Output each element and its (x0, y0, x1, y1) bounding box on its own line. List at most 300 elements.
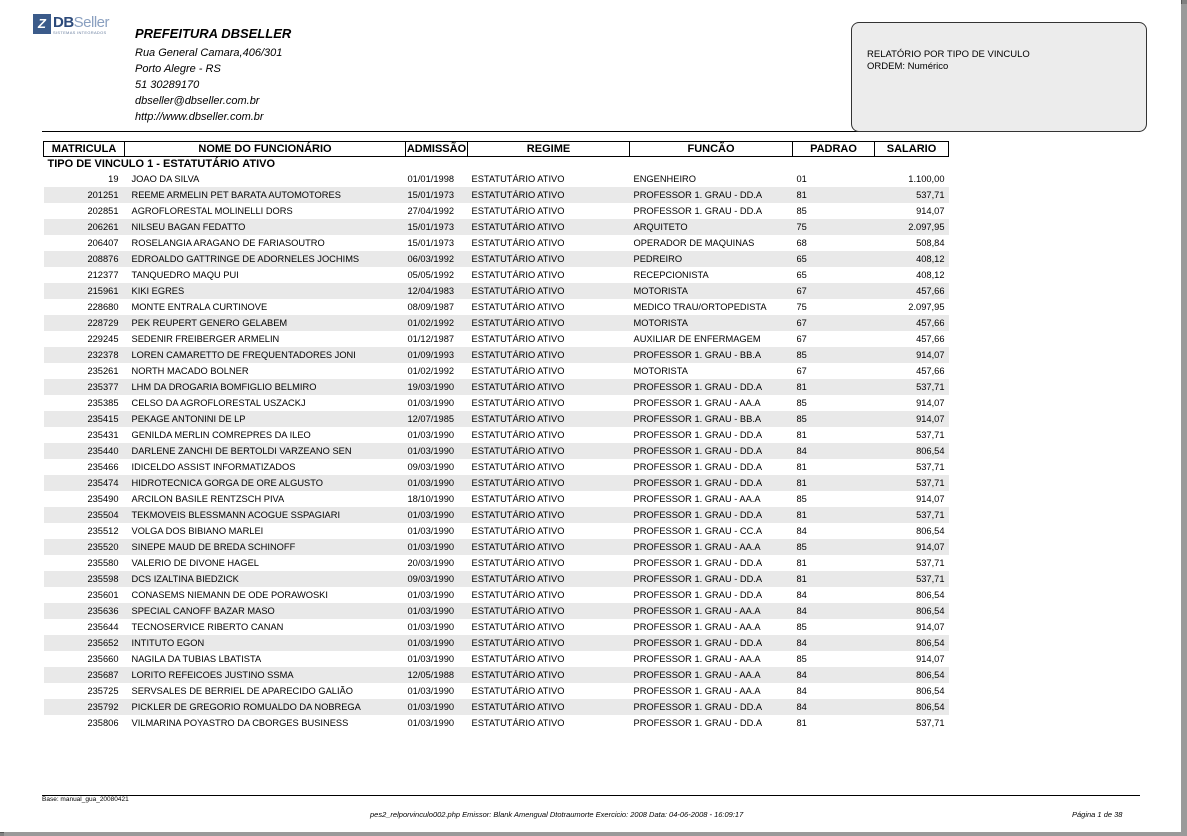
cell-funcao: PROFESSOR 1. GRAU - DD.A (633, 430, 763, 440)
cell-funcao: AUXILIAR DE ENFERMAGEM (633, 334, 761, 344)
cell-salario: 537,71 (875, 571, 949, 587)
cell-padrao: 85 (796, 654, 807, 664)
cell-matricula: 206407 (87, 238, 119, 248)
cell-padrao: 81 (793, 379, 875, 395)
cell-admissao: 01/02/1992 (406, 315, 468, 331)
cell-regime: ESTATUTÁRIO ATIVO (468, 315, 630, 331)
cell-matricula: 212377 (87, 270, 119, 280)
cell-regime: ESTATUTÁRIO ATIVO (471, 366, 565, 376)
cell-funcao: PROFESSOR 1. GRAU - DD.A (630, 699, 793, 715)
cell-padrao: 85 (796, 398, 807, 408)
cell-regime: ESTATUTÁRIO ATIVO (471, 686, 565, 696)
cell-nome: MONTE ENTRALA CURTINOVE (131, 302, 268, 312)
cell-salario: 1.100,00 (908, 174, 945, 184)
cell-regime: ESTATUTÁRIO ATIVO (468, 603, 630, 619)
cell-funcao: PROFESSOR 1. GRAU - DD.A (630, 475, 793, 491)
cell-admissao: 01/03/1990 (406, 635, 468, 651)
cell-regime: ESTATUTÁRIO ATIVO (468, 283, 630, 299)
cell-funcao: PROFESSOR 1. GRAU - DD.A (633, 462, 763, 472)
cell-salario: 457,66 (875, 283, 949, 299)
cell-admissao: 27/04/1992 (407, 206, 455, 216)
institution-website: http://www.dbseller.com.br (135, 111, 264, 123)
cell-matricula: 235580 (87, 558, 119, 568)
cell-funcao: OPERADOR DE MAQUINAS (633, 238, 755, 248)
cell-nome: TECNOSERVICE RIBERTO CANAN (131, 622, 284, 632)
cell-salario: 914,07 (916, 654, 945, 664)
cell-matricula: 235512 (87, 526, 119, 536)
cell-funcao: PROFESSOR 1. GRAU - BB.A (630, 347, 793, 363)
table-row (44, 635, 949, 651)
cell-funcao: PROFESSOR 1. GRAU - DD.A (633, 206, 763, 216)
table-row (44, 555, 949, 571)
cell-admissao: 01/09/1993 (406, 347, 468, 363)
cell-regime: ESTATUTÁRIO ATIVO (468, 539, 630, 555)
col-admissao: ADMISSÃO (406, 143, 467, 155)
cell-funcao: PEDREIRO (630, 251, 793, 267)
cell-regime: ESTATUTÁRIO ATIVO (468, 571, 630, 587)
cell-padrao: 84 (793, 443, 875, 459)
cell-salario: 914,07 (916, 206, 945, 216)
cell-regime: ESTATUTÁRIO ATIVO (471, 398, 565, 408)
cell-salario: 508,84 (916, 238, 945, 248)
cell-regime: ESTATUTÁRIO ATIVO (468, 667, 630, 683)
cell-funcao: PROFESSOR 1. GRAU - DD.A (630, 507, 793, 523)
cell-regime: ESTATUTÁRIO ATIVO (468, 443, 630, 459)
cell-regime: ESTATUTÁRIO ATIVO (468, 219, 630, 235)
cell-matricula: 235474 (44, 475, 125, 491)
table-row (44, 651, 949, 667)
cell-funcao: PROFESSOR 1. GRAU - AA.A (633, 398, 761, 408)
cell-salario: 537,71 (916, 430, 945, 440)
report-info-box (851, 22, 1147, 132)
cell-padrao: 67 (796, 334, 807, 344)
page-shadow-right (1181, 4, 1187, 836)
cell-padrao: 81 (796, 462, 807, 472)
cell-funcao: MOTORISTA (630, 315, 793, 331)
cell-admissao: 12/07/1985 (406, 411, 468, 427)
cell-regime: ESTATUTÁRIO ATIVO (468, 187, 630, 203)
cell-salario: 457,66 (875, 315, 949, 331)
col-funcao: FUNCÃO (630, 142, 793, 157)
cell-funcao: PROFESSOR 1. GRAU - AA.A (633, 686, 761, 696)
footer-base: Base: manual_gua_20080421 (42, 796, 129, 803)
cell-regime: ESTATUTÁRIO ATIVO (471, 206, 565, 216)
cell-nome: LHM DA DROGARIA BOMFIGLIO BELMIRO (125, 379, 406, 395)
cell-matricula: 235504 (44, 507, 125, 523)
cell-funcao: ARQUITETO (630, 219, 793, 235)
cell-salario: 537,71 (875, 379, 949, 395)
table-row (44, 203, 949, 219)
table-row (44, 667, 949, 683)
col-padrao: PADRAO (793, 142, 875, 157)
group-title-row (44, 157, 949, 172)
logo-mark-icon: Z (33, 14, 51, 34)
cell-padrao: 84 (793, 667, 875, 683)
cell-matricula: 228680 (87, 302, 119, 312)
cell-regime: ESTATUTÁRIO ATIVO (468, 251, 630, 267)
cell-salario: 457,66 (916, 366, 945, 376)
cell-padrao: 81 (793, 507, 875, 523)
cell-matricula: 235261 (87, 366, 119, 376)
cell-regime: ESTATUTÁRIO ATIVO (468, 411, 630, 427)
cell-admissao: 01/12/1987 (407, 334, 455, 344)
cell-padrao: 81 (796, 430, 807, 440)
cell-funcao: ENGENHEIRO (633, 174, 697, 184)
cell-matricula: 202851 (87, 206, 119, 216)
cell-matricula: 235377 (44, 379, 125, 395)
cell-funcao: RECEPCIONISTA (633, 270, 709, 280)
cell-nome: SERVSALES DE BERRIEL DE APARECIDO GALIÃO (131, 686, 353, 696)
cell-padrao: 85 (796, 622, 807, 632)
cell-matricula: 208876 (44, 251, 125, 267)
cell-nome: HIDROTECNICA GORGA DE ORE ALGUSTO (125, 475, 406, 491)
cell-padrao: 84 (793, 699, 875, 715)
table-row (44, 251, 949, 267)
cell-funcao: PROFESSOR 1. GRAU - AA.A (633, 654, 761, 664)
cell-nome: PEKAGE ANTONINI DE LP (125, 411, 406, 427)
cell-nome: ROSELANGIA ARAGANO DE FARIASOUTRO (131, 238, 325, 248)
table-row (44, 491, 949, 507)
cell-nome: VALERIO DE DIVONE HAGEL (131, 558, 259, 568)
cell-matricula: 235806 (87, 718, 119, 728)
cell-padrao: 84 (796, 686, 807, 696)
table-row (44, 587, 949, 603)
cell-admissao: 01/03/1990 (407, 622, 455, 632)
cell-nome: CELSO DA AGROFLORESTAL USZACKJ (131, 398, 306, 408)
cell-salario: 806,54 (875, 635, 949, 651)
cell-funcao: PROFESSOR 1. GRAU - DD.A (633, 558, 763, 568)
cell-admissao: 01/03/1990 (406, 507, 468, 523)
cell-funcao: PROFESSOR 1. GRAU - DD.A (633, 718, 763, 728)
cell-funcao: PROFESSOR 1. GRAU - DD.A (630, 379, 793, 395)
institution-city: Porto Alegre - RS (135, 63, 221, 75)
logo-tagline: SISTEMAS INTEGRADOS (53, 30, 107, 35)
cell-matricula: 235385 (87, 398, 119, 408)
logo-text: DBSeller (53, 14, 110, 31)
table-row (44, 539, 949, 555)
cell-padrao: 75 (796, 302, 807, 312)
cell-funcao: PROFESSOR 1. GRAU - BB.A (630, 411, 793, 427)
cell-nome: CONASEMS NIEMANN DE ODE PORAWOSKI (131, 590, 328, 600)
cell-admissao: 01/03/1990 (406, 699, 468, 715)
cell-nome: LORITO REFEICOES JUSTINO SSMA (125, 667, 406, 683)
cell-salario: 914,07 (916, 494, 945, 504)
cell-funcao: PROFESSOR 1. GRAU - AA.A (630, 603, 793, 619)
cell-funcao: PROFESSOR 1. GRAU - AA.A (630, 539, 793, 555)
cell-matricula: 229245 (87, 334, 119, 344)
cell-matricula: 235725 (87, 686, 119, 696)
cell-admissao: 08/09/1987 (407, 302, 455, 312)
cell-matricula: 235792 (44, 699, 125, 715)
cell-regime: ESTATUTÁRIO ATIVO (468, 379, 630, 395)
cell-regime: ESTATUTÁRIO ATIVO (468, 699, 630, 715)
cell-salario: 914,07 (916, 622, 945, 632)
cell-matricula: 201251 (44, 187, 125, 203)
table-row (44, 619, 949, 635)
cell-regime: ESTATUTÁRIO ATIVO (468, 507, 630, 523)
cell-funcao: PROFESSOR 1. GRAU - DD.A (630, 443, 793, 459)
cell-salario: 806,54 (875, 699, 949, 715)
table-row (44, 395, 949, 411)
cell-nome: TANQUEDRO MAQU PUI (131, 270, 239, 280)
table-row (44, 523, 949, 539)
cell-salario: 806,54 (875, 603, 949, 619)
institution-name: PREFEITURA DBSELLER (135, 26, 292, 41)
cell-salario: 914,07 (875, 539, 949, 555)
cell-regime: ESTATUTÁRIO ATIVO (471, 622, 565, 632)
footer-divider (42, 795, 1140, 796)
table-header-row (44, 142, 949, 157)
cell-admissao: 01/03/1990 (407, 430, 455, 440)
cell-funcao: PROFESSOR 1. GRAU - AA.A (633, 622, 761, 632)
cell-admissao: 01/02/1992 (407, 366, 455, 376)
cell-regime: ESTATUTÁRIO ATIVO (471, 238, 565, 248)
cell-padrao: 65 (793, 251, 875, 267)
cell-salario: 537,71 (875, 187, 949, 203)
table-row (44, 459, 949, 475)
cell-nome: GENILDA MERLIN COMREPRES DA ILEO (131, 430, 311, 440)
cell-matricula: 235520 (44, 539, 125, 555)
table-row (44, 411, 949, 427)
table-row (44, 379, 949, 395)
cell-regime: ESTATUTÁRIO ATIVO (471, 718, 565, 728)
cell-admissao: 05/05/1992 (407, 270, 455, 280)
cell-admissao: 01/03/1990 (407, 718, 455, 728)
cell-nome: KIKI EGRES (125, 283, 406, 299)
cell-matricula: 235415 (44, 411, 125, 427)
cell-padrao: 81 (796, 558, 807, 568)
cell-salario: 457,66 (916, 334, 945, 344)
table-row (44, 187, 949, 203)
cell-nome: NORTH MACADO BOLNER (131, 366, 249, 376)
cell-regime: ESTATUTÁRIO ATIVO (471, 174, 565, 184)
table-row (44, 235, 949, 251)
cell-admissao: 01/03/1990 (407, 654, 455, 664)
table-row (44, 267, 949, 283)
table-row (44, 315, 949, 331)
cell-admissao: 01/03/1990 (407, 398, 455, 408)
report-order: ORDEM: Numérico (867, 61, 949, 72)
cell-salario: 806,54 (916, 590, 945, 600)
cell-nome: SINEPE MAUD DE BREDA SCHINOFF (125, 539, 406, 555)
cell-funcao: PROFESSOR 1. GRAU - DD.A (630, 187, 793, 203)
cell-funcao: MEDICO TRAU/ORTOPEDISTA (633, 302, 767, 312)
group-title: TIPO DE VINCULO 1 - ESTATUTÁRIO ATIVO (47, 158, 276, 170)
table-row (44, 683, 949, 699)
cell-padrao: 65 (796, 270, 807, 280)
cell-admissao: 01/03/1990 (406, 443, 468, 459)
col-nome: NOME DO FUNCIONÁRIO (125, 142, 406, 157)
cell-funcao: PROFESSOR 1. GRAU - AA.A (630, 667, 793, 683)
cell-matricula: 235490 (87, 494, 119, 504)
cell-funcao: PROFESSOR 1. GRAU - AA.A (633, 494, 761, 504)
table-row (44, 363, 949, 379)
cell-salario: 914,07 (875, 347, 949, 363)
cell-matricula: 235652 (44, 635, 125, 651)
cell-nome: DCS IZALTINA BIEDZICK (125, 571, 406, 587)
cell-funcao: PROFESSOR 1. GRAU - CC.A (633, 526, 763, 536)
cell-admissao: 19/03/1990 (406, 379, 468, 395)
cell-padrao: 84 (796, 526, 807, 536)
cell-padrao: 01 (796, 174, 807, 184)
table-row (44, 571, 949, 587)
institution-header (135, 26, 291, 125)
cell-regime: ESTATUTÁRIO ATIVO (471, 270, 565, 280)
cell-padrao: 84 (793, 603, 875, 619)
cell-padrao: 81 (793, 187, 875, 203)
cell-matricula: 235644 (87, 622, 119, 632)
cell-admissao: 15/01/1973 (406, 187, 468, 203)
cell-regime: ESTATUTÁRIO ATIVO (471, 430, 565, 440)
cell-nome: VOLGA DOS BIBIANO MARLEI (131, 526, 264, 536)
cell-padrao: 85 (793, 347, 875, 363)
cell-salario: 408,12 (875, 251, 949, 267)
cell-admissao: 09/03/1990 (407, 462, 455, 472)
table-row (44, 299, 949, 315)
table-row (44, 331, 949, 347)
cell-admissao: 01/03/1990 (407, 590, 455, 600)
cell-nome: NAGILA DA TUBIAS LBATISTA (131, 654, 262, 664)
col-salario: SALARIO (875, 142, 949, 157)
table-row (44, 603, 949, 619)
cell-matricula: 232378 (44, 347, 125, 363)
cell-padrao: 81 (793, 571, 875, 587)
table-row (44, 347, 949, 363)
cell-regime: ESTATUTÁRIO ATIVO (471, 654, 565, 664)
cell-nome: TEKMOVEIS BLESSMANN ACOGUE SSPAGIARI (125, 507, 406, 523)
cell-matricula: 19 (108, 174, 119, 184)
cell-admissao: 01/03/1990 (406, 475, 468, 491)
cell-nome: AGROFLORESTAL MOLINELLI DORS (131, 206, 293, 216)
cell-admissao: 15/01/1973 (407, 238, 455, 248)
cell-matricula: 235687 (44, 667, 125, 683)
table-row (44, 699, 949, 715)
cell-nome: JOAO DA SILVA (131, 174, 200, 184)
cell-admissao: 01/03/1990 (407, 686, 455, 696)
cell-regime: ESTATUTÁRIO ATIVO (471, 334, 565, 344)
cell-salario: 408,12 (916, 270, 945, 280)
table-row (44, 171, 949, 187)
table-row (44, 219, 949, 235)
col-regime: REGIME (468, 142, 630, 157)
cell-nome: IDICELDO ASSIST INFORMATIZADOS (131, 462, 296, 472)
cell-nome: VILMARINA POYASTRO DA CBORGES BUSINESS (131, 718, 349, 728)
page-number: Página 1 de 38 (1072, 810, 1123, 819)
cell-admissao: 12/04/1983 (406, 283, 468, 299)
cell-salario: 537,71 (916, 718, 945, 728)
cell-padrao: 85 (796, 206, 807, 216)
cell-nome: LOREN CAMARETTO DE FREQUENTADORES JONI (125, 347, 406, 363)
cell-padrao: 67 (793, 315, 875, 331)
cell-nome: REEME ARMELIN PET BARATA AUTOMOTORES (125, 187, 406, 203)
cell-salario: 806,54 (875, 667, 949, 683)
cell-matricula: 235601 (87, 590, 119, 600)
cell-admissao: 01/01/1998 (407, 174, 455, 184)
cell-nome: SEDENIR FREIBERGER ARMELIN (131, 334, 280, 344)
cell-admissao: 09/03/1990 (406, 571, 468, 587)
cell-padrao: 84 (793, 635, 875, 651)
cell-funcao: PROFESSOR 1. GRAU - DD.A (630, 635, 793, 651)
cell-padrao: 84 (796, 590, 807, 600)
cell-regime: ESTATUTÁRIO ATIVO (468, 635, 630, 651)
footer-info: pes2_relporvinculo002.php Emissor: Blank Amengual Dtotraumorte Exercicio: 2008 Data: 04-06-2008 - 16:09:17 (370, 810, 744, 819)
dbseller-logo (33, 14, 113, 40)
cell-admissao: 15/01/1973 (406, 219, 468, 235)
cell-salario: 806,54 (875, 443, 949, 459)
cell-regime: ESTATUTÁRIO ATIVO (468, 475, 630, 491)
cell-salario: 914,07 (916, 398, 945, 408)
cell-admissao: 12/05/1988 (406, 667, 468, 683)
cell-nome: PEK REUPERT GENERO GELABEM (125, 315, 406, 331)
table-row (44, 427, 949, 443)
cell-matricula: 235598 (44, 571, 125, 587)
cell-salario: 2.097,95 (908, 302, 945, 312)
employee-table (43, 141, 949, 731)
cell-padrao: 68 (796, 238, 807, 248)
cell-matricula: 235660 (87, 654, 119, 664)
cell-padrao: 85 (796, 494, 807, 504)
cell-padrao: 85 (793, 539, 875, 555)
cell-salario: 806,54 (916, 526, 945, 536)
report-title: RELATÓRIO POR TIPO DE VINCULO (867, 49, 1030, 60)
cell-salario: 537,71 (916, 462, 945, 472)
cell-matricula: 235466 (87, 462, 119, 472)
institution-email: dbseller@dbseller.com.br (135, 95, 260, 107)
cell-matricula: 206261 (44, 219, 125, 235)
cell-padrao: 81 (793, 475, 875, 491)
cell-regime: ESTATUTÁRIO ATIVO (471, 526, 565, 536)
cell-nome: NILSEU BAGAN FEDATTO (125, 219, 406, 235)
table-row (44, 283, 949, 299)
cell-funcao: PROFESSOR 1. GRAU - DD.A (630, 571, 793, 587)
cell-nome: PICKLER DE GREGORIO ROMUALDO DA NOBREGA (125, 699, 406, 715)
cell-admissao: 06/03/1992 (406, 251, 468, 267)
institution-phone: 51 30289170 (135, 79, 200, 91)
cell-nome: DARLENE ZANCHI DE BERTOLDI VARZEANO SEN (125, 443, 406, 459)
cell-padrao: 67 (796, 366, 807, 376)
cell-matricula: 228729 (44, 315, 125, 331)
cell-salario: 537,71 (916, 558, 945, 568)
cell-regime: ESTATUTÁRIO ATIVO (471, 462, 565, 472)
cell-regime: ESTATUTÁRIO ATIVO (468, 347, 630, 363)
institution-address: Rua General Camara,406/301 (135, 47, 283, 59)
cell-nome: ARCILON BASILE RENTZSCH PIVA (131, 494, 285, 504)
cell-admissao: 20/03/1990 (407, 558, 455, 568)
cell-matricula: 235440 (44, 443, 125, 459)
col-matricula: MATRICULA (44, 142, 125, 157)
cell-regime: ESTATUTÁRIO ATIVO (471, 590, 565, 600)
cell-matricula: 235431 (87, 430, 119, 440)
cell-admissao: 18/10/1990 (407, 494, 455, 504)
cell-padrao: 85 (793, 411, 875, 427)
cell-salario: 914,07 (875, 411, 949, 427)
cell-admissao: 01/03/1990 (406, 603, 468, 619)
cell-salario: 537,71 (875, 475, 949, 491)
cell-admissao: 01/03/1990 (407, 526, 455, 536)
cell-matricula: 235636 (44, 603, 125, 619)
cell-padrao: 75 (793, 219, 875, 235)
cell-nome: SPECIAL CANOFF BAZAR MASO (125, 603, 406, 619)
table-row (44, 475, 949, 491)
cell-funcao: PROFESSOR 1. GRAU - DD.A (633, 590, 763, 600)
cell-funcao: MOTORISTA (633, 366, 688, 376)
table-row (44, 507, 949, 523)
table-row (44, 443, 949, 459)
cell-funcao: MOTORISTA (630, 283, 793, 299)
cell-salario: 537,71 (875, 507, 949, 523)
cell-nome: INTITUTO EGON (125, 635, 406, 651)
cell-padrao: 67 (793, 283, 875, 299)
